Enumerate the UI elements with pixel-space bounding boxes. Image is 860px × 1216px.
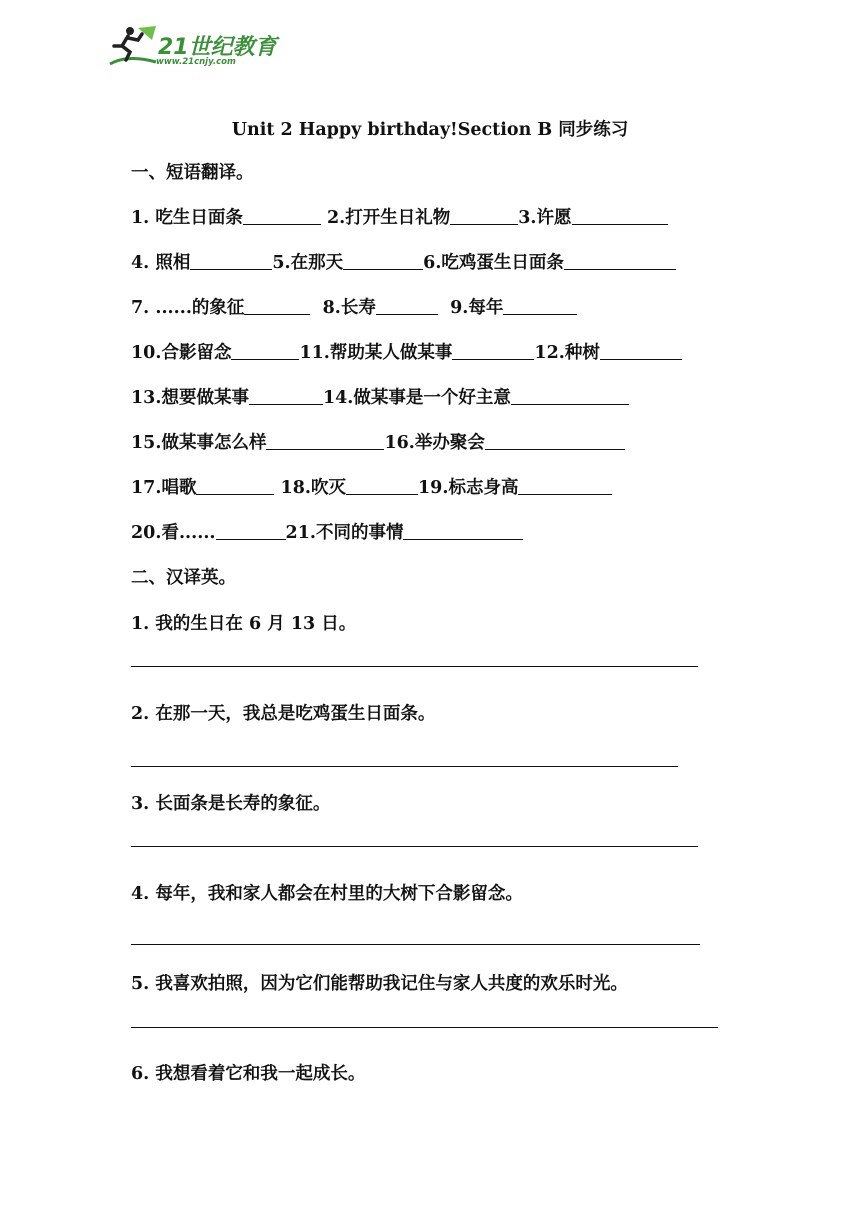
phrase-label: 11.帮助某人做某事 [299,343,453,363]
phrase-label: 15.做某事怎么样 [131,433,267,453]
phrase-row [131,477,612,499]
page-title: Unit 2 Happy birthday!Section B 同步练习 [231,120,629,140]
phrase-label: 17.唱歌 [131,478,197,498]
question-3: 3. 长面条是长寿的象征。 [131,794,331,814]
answer-line-3[interactable] [131,846,698,847]
answer-blank[interactable] [572,207,668,225]
phrase-label: 21.不同的事情 [285,523,404,543]
answer-line-1[interactable] [131,666,698,667]
answer-blank[interactable] [216,522,286,540]
phrase-label: 4. 照相 [131,253,191,273]
phrase-row [131,432,625,454]
question-5: 5. 我喜欢拍照，因为它们能帮助我记住与家人共度的欢乐时光。 [131,974,628,994]
phrase-label: 16.举办聚会 [384,433,485,453]
answer-blank[interactable] [600,342,682,360]
question-2: 2. 在那一天，我总是吃鸡蛋生日面条。 [131,704,436,724]
logo-text: 21世纪教育 [158,35,277,60]
phrase-label: 9.每年 [437,298,504,318]
phrase-label: 7. ......的象征 [131,298,245,318]
phrase-label: 18.吹灭 [274,478,346,498]
answer-line-4[interactable] [131,944,700,945]
phrase-label: 20.看...... [131,523,216,543]
answer-line-2[interactable] [131,766,678,767]
phrase-row [131,252,676,274]
answer-blank[interactable] [452,342,534,360]
phrase-label: 19.标志身高 [418,478,519,498]
phrase-label: 1. 吃生日面条 [131,208,243,228]
phrase-label: 10.合影留念 [131,343,232,363]
answer-blank[interactable] [231,342,299,360]
phrase-row [131,297,577,319]
answer-blank[interactable] [450,207,518,225]
question-1: 1. 我的生日在 6 月 13 日。 [131,614,357,634]
answer-blank[interactable] [190,252,272,270]
runner-logo-icon [108,24,160,68]
answer-blank[interactable] [346,477,418,495]
logo [108,24,278,70]
answer-line-5[interactable] [131,1027,718,1028]
phrase-row [131,522,523,544]
question-6: 6. 我想看着它和我一起成长。 [131,1064,366,1084]
answer-blank[interactable] [403,522,523,540]
logo-url: www.21cnjy.com [156,57,236,67]
answer-blank[interactable] [343,252,423,270]
phrase-label: 6.吃鸡蛋生日面条 [423,253,564,273]
phrase-label: 14.做某事是一个好主意 [322,388,511,408]
answer-blank[interactable] [518,477,612,495]
answer-blank[interactable] [511,387,629,405]
answer-blank[interactable] [244,297,310,315]
answer-blank[interactable] [266,432,384,450]
answer-blank[interactable] [564,252,676,270]
phrase-label: 8.长寿 [310,298,376,318]
phrase-row [131,342,682,364]
phrase-row [131,387,629,409]
phrase-label: 13.想要做某事 [131,388,249,408]
phrase-label: 3.许愿 [518,208,572,228]
answer-blank[interactable] [485,432,625,450]
phrase-label: 12.种树 [534,343,600,363]
phrase-label: 2.打开生日礼物 [320,208,451,228]
answer-blank[interactable] [503,297,577,315]
section-1-heading: 一、短语翻译。 [131,163,254,183]
question-4: 4. 每年，我和家人都会在村里的大树下合影留念。 [131,884,523,904]
answer-blank[interactable] [249,387,323,405]
phrase-row [131,207,668,229]
answer-blank[interactable] [376,297,438,315]
phrase-label: 5.在那天 [272,253,344,273]
answer-blank[interactable] [196,477,274,495]
answer-blank[interactable] [243,207,321,225]
section-2-heading: 二、汉译英。 [131,568,236,588]
